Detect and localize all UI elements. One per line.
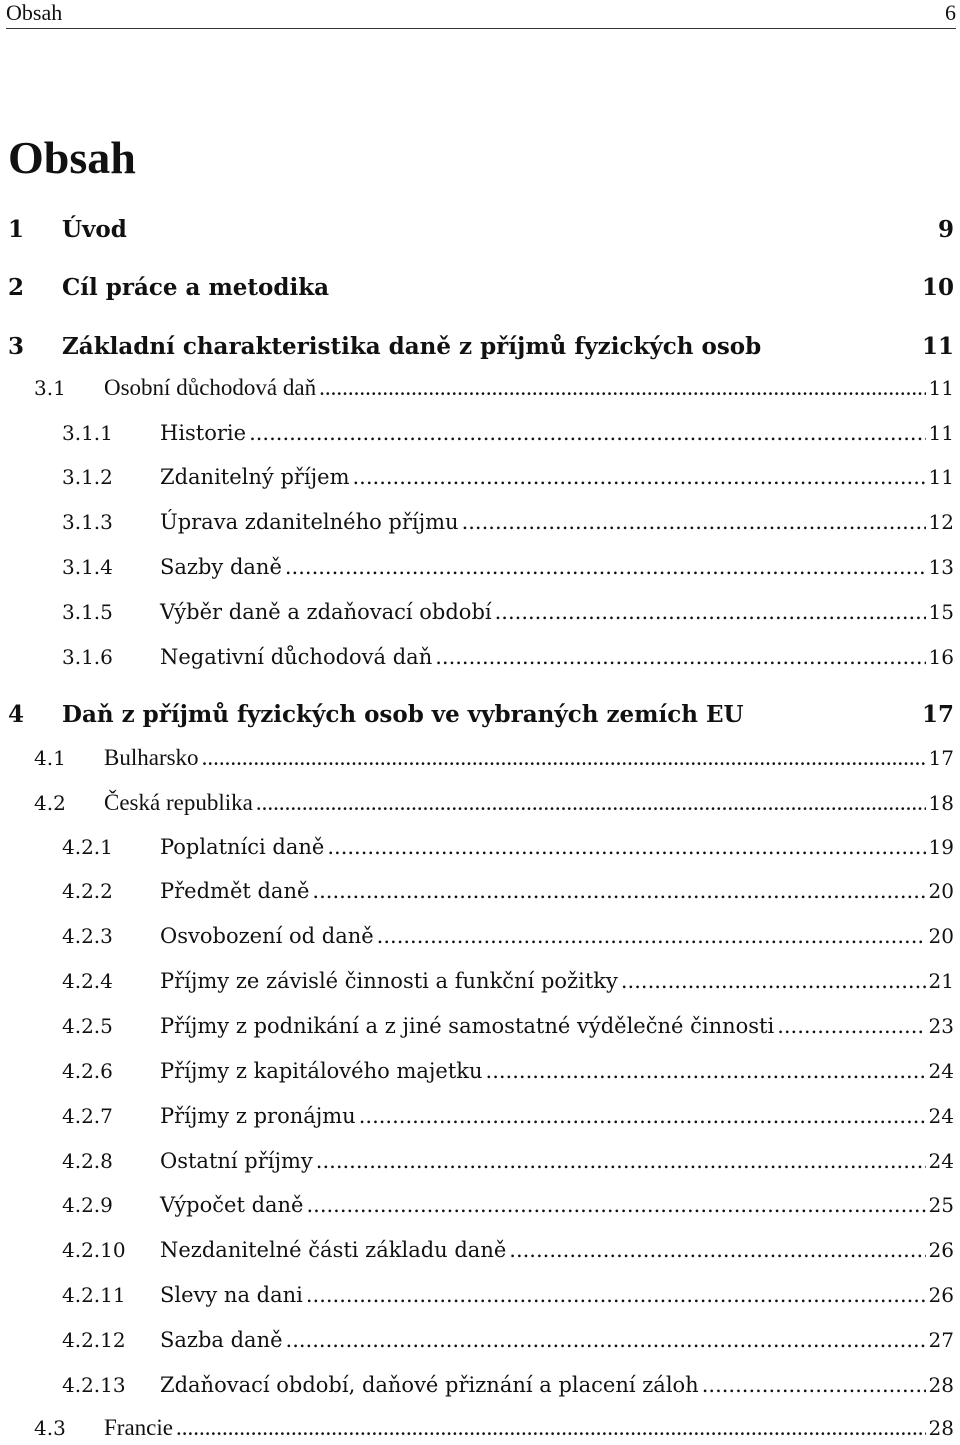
page-title: Obsah [8,132,136,183]
toc-entry-title: Předmět daně [160,879,310,903]
toc-entry-level-2[interactable] [0,375,960,405]
toc-entry-number: 4.2.4 [62,969,113,993]
toc-entry-level-3[interactable] [0,1059,960,1089]
toc-entry-page-number: 24 [928,1104,954,1128]
toc-entry-title: Česká republika [104,790,253,815]
toc-entry-title: Negativní důchodová daň [160,645,433,669]
toc-dot-leader [486,1059,926,1083]
toc-entry-level-3[interactable] [0,421,960,451]
toc-entry-level-3[interactable] [0,835,960,865]
running-header [6,0,956,29]
toc-entry-number: 4.2.8 [62,1149,113,1173]
toc-entry-level-2[interactable] [0,1415,960,1445]
toc-entry-number: 3.1.5 [62,600,113,624]
toc-entry-level-3[interactable] [0,555,960,585]
toc-dot-leader [285,555,926,579]
toc-entry-number: 4.2.13 [62,1373,126,1397]
toc-entry-page-number: 11 [928,376,954,400]
toc-entry-title: Nezdanitelné části základu daně [160,1238,507,1262]
toc-dot-leader [702,1373,926,1397]
toc-entry-number: 4.2.1 [62,835,113,859]
toc-entry-page-number: 9 [937,216,954,243]
toc-entry-level-3[interactable] [0,969,960,999]
toc-dot-leader [621,969,926,993]
toc-entry-title: Historie [160,421,247,445]
toc-entry-page-number: 12 [928,510,954,534]
toc-entry-level-3[interactable] [0,600,960,630]
toc-entry-page-number: 20 [928,879,954,903]
toc-entry-title: Francie [104,1415,173,1440]
toc-entry-level-3[interactable] [0,879,960,909]
toc-entry-page-number: 24 [928,1149,954,1173]
toc-entry-level-3[interactable] [0,510,960,540]
toc-dot-leader [777,1014,925,1038]
toc-entry-number: 4.2.11 [62,1283,126,1307]
toc-entry-title: Základní charakteristika daně z příjmů fyzických osob [62,333,762,360]
toc-dot-leader [319,375,925,401]
toc-entry-number: 4.2 [34,791,66,815]
toc-entry-level-3[interactable] [0,1238,960,1268]
toc-dot-leader [377,924,926,948]
toc-entry-title: Výpočet daně [160,1193,304,1217]
toc-entry-level-3[interactable] [0,924,960,954]
toc-entry-level-1[interactable] [0,274,960,304]
toc-entry-level-2[interactable] [0,790,960,820]
toc-dot-leader [202,745,926,771]
toc-entry-number: 3 [8,333,25,360]
toc-entry-page-number: 24 [928,1059,954,1083]
toc-entry-page-number: 17 [928,746,954,770]
toc-entry-page-number: 21 [928,969,954,993]
toc-entry-title: Úprava zdanitelného příjmu [160,510,459,534]
toc-entry-title: Osvobození od daně [160,924,374,948]
toc-entry-title: Ostatní příjmy [160,1149,313,1173]
toc-entry-title: Příjmy z kapitálového majetku [160,1059,483,1083]
toc-entry-page-number: 18 [928,791,954,815]
toc-entry-page-number: 17 [921,701,954,728]
toc-entry-title: Bulharsko [104,745,199,770]
toc-dot-leader [306,1193,925,1217]
toc-entry-title: Slevy na dani [160,1283,303,1307]
toc-entry-level-1[interactable] [0,216,960,246]
toc-entry-page-number: 10 [921,274,954,301]
toc-dot-leader [327,835,925,859]
toc-dot-leader [353,465,926,489]
toc-dot-leader [256,790,926,816]
toc-entry-level-1[interactable] [0,333,960,363]
toc-entry-page-number: 16 [928,645,954,669]
toc-entry-number: 4 [8,701,25,728]
toc-entry-number: 3.1.3 [62,510,113,534]
toc-entry-level-3[interactable] [0,1193,960,1223]
toc-entry-title: Příjmy z podnikání a z jiné samostatné výdělečné činnosti [160,1014,775,1038]
toc-entry-title: Příjmy z pronájmu [160,1104,356,1128]
toc-entry-level-3[interactable] [0,1373,960,1403]
toc-entry-title: Poplatníci daně [160,835,325,859]
toc-entry-number: 1 [8,216,25,243]
toc-entry-page-number: 11 [928,465,954,489]
toc-entry-level-2[interactable] [0,745,960,775]
toc-entry-level-3[interactable] [0,1014,960,1044]
toc-entry-number: 4.2.2 [62,879,113,903]
toc-dot-leader [359,1104,926,1128]
toc-entry-number: 4.2.3 [62,924,113,948]
toc-dot-leader [435,645,925,669]
toc-entry-title: Daň z příjmů fyzických osob ve vybraných zemích EU [62,701,744,728]
toc-entry-level-3[interactable] [0,1149,960,1179]
toc-entry-level-3[interactable] [0,1104,960,1134]
toc-entry-number: 3.1.1 [62,421,113,445]
toc-entry-title: Osobní důchodová daň [104,375,317,400]
toc-dot-leader [312,879,925,903]
toc-dot-leader [462,510,926,534]
toc-entry-number: 2 [8,274,25,301]
toc-entry-level-1[interactable] [0,701,960,731]
toc-entry-number: 3.1 [34,376,66,400]
toc-dot-leader [509,1238,925,1262]
toc-dot-leader [249,421,925,445]
toc-entry-title: Sazby daně [160,555,282,579]
running-header-page-number: 6 [945,0,956,25]
toc-entry-title: Cíl práce a metodika [62,274,330,301]
toc-entry-title: Úvod [62,216,127,243]
toc-entry-level-3[interactable] [0,645,960,675]
toc-entry-title: Zdanitelný příjem [160,465,350,489]
toc-entry-page-number: 13 [928,555,954,579]
toc-entry-title: Výběr daně a zdaňovací období [160,600,492,624]
toc-dot-leader [306,1283,926,1307]
toc-entry-page-number: 11 [928,421,954,445]
toc-entry-page-number: 26 [928,1283,954,1307]
toc-entry-number: 4.2.12 [62,1328,126,1352]
running-header-section: Obsah [6,0,63,25]
toc-entry-number: 3.1.2 [62,465,113,489]
toc-entry-number: 3.1.4 [62,555,113,579]
toc-entry-page-number: 19 [928,835,954,859]
toc-dot-leader [495,600,926,624]
toc-entry-number: 4.3 [34,1416,66,1440]
toc-entry-number: 4.2.7 [62,1104,113,1128]
toc-entry-title: Zdaňovací období, daňové přiznání a placení záloh [160,1373,699,1397]
toc-entry-page-number: 27 [928,1328,954,1352]
toc-entry-number: 4.1 [34,746,66,770]
toc-entry-page-number: 28 [928,1373,954,1397]
toc-dot-leader [286,1328,926,1352]
toc-entry-number: 4.2.6 [62,1059,113,1083]
toc-dot-leader [316,1149,926,1173]
toc-entry-number: 4.2.5 [62,1014,113,1038]
toc-entry-level-3[interactable] [0,1328,960,1358]
toc-entry-number: 4.2.9 [62,1193,113,1217]
toc-entry-level-3[interactable] [0,465,960,495]
toc-dot-leader [176,1415,926,1441]
toc-entry-page-number: 28 [928,1416,954,1440]
toc-entry-page-number: 26 [928,1238,954,1262]
toc-entry-page-number: 25 [928,1193,954,1217]
toc-entry-title: Sazba daně [160,1328,283,1352]
toc-entry-page-number: 11 [921,333,954,360]
toc-entry-title: Příjmy ze závislé činnosti a funkční požitky [160,969,618,993]
toc-entry-number: 4.2.10 [62,1238,126,1262]
toc-entry-page-number: 20 [928,924,954,948]
toc-entry-number: 3.1.6 [62,645,113,669]
toc-entry-page-number: 23 [928,1014,954,1038]
toc-entry-page-number: 15 [928,600,954,624]
toc-entry-level-3[interactable] [0,1283,960,1313]
